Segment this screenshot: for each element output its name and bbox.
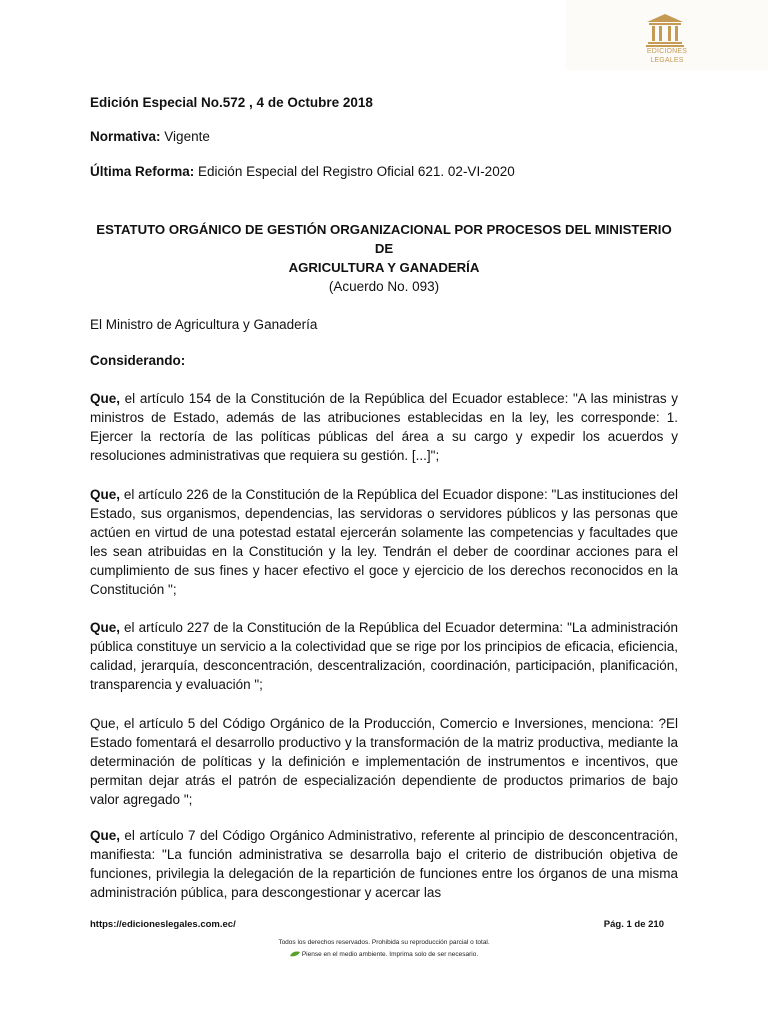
- reforma-label: Última Reforma:: [90, 164, 195, 179]
- minister-line: El Ministro de Agricultura y Ganadería: [90, 317, 318, 332]
- paragraph: [90, 826, 678, 902]
- edition-line: [90, 94, 373, 112]
- paragraph-text: el artículo 154 de la Constitución de la República del Ecuador establece: "A las ministras y ministros de Estado, además de las atribuciones establecidas en la ley, les corresponde: 1. Ejercer la rectoría de las políticas públicas del área a su cargo y expedir los acuerdos y resoluciones administrativas que requiera su gestión. [...]";: [90, 391, 678, 463]
- paragraph: [90, 618, 678, 694]
- edition-text: Edición Especial No.572 , 4 de Octubre 2018: [90, 95, 373, 110]
- paragraph-lead: Que,: [90, 487, 121, 502]
- paragraph: [90, 389, 678, 465]
- document-title: [90, 220, 678, 296]
- temple-icon: [644, 12, 686, 48]
- paragraph-lead: Que,: [90, 620, 121, 635]
- paragraph-text: el artículo 226 de la Constitución de la República del Ecuador dispone: "Las instituciones del Estado, sus organismos, dependencias, las servidoras o servidores públicos y las personas que actúen en virtud de una potestad estatal ejercerán solamente las competencias y facultades que les sean atribuidas en la Constitución y la ley. Tendrán el deber de coordinar acciones para el cumplimiento de sus fines y hacer efectivo el goce y ejercicio de los derechos reconocidos en la Constitución ";: [90, 487, 678, 597]
- normativa-value: Vigente: [164, 129, 210, 144]
- title-line-2: AGRICULTURA Y GANADERÍA: [288, 260, 480, 275]
- logo-text-line1: EDICIONES: [646, 48, 688, 55]
- normativa-label: Normativa:: [90, 129, 161, 144]
- paragraph-lead: Que,: [90, 828, 121, 843]
- paragraph: [90, 485, 678, 599]
- reforma-line: [90, 163, 515, 181]
- title-subtitle: (Acuerdo No. 093): [328, 279, 440, 294]
- environment-text: Piense en el medio ambiente. Imprima solo de ser necesario.: [301, 951, 479, 958]
- publisher-logo: [566, 0, 768, 70]
- title-line-1: ESTATUTO ORGÁNICO DE GESTIÓN ORGANIZACIONAL POR PROCESOS DEL MINISTERIO DE: [96, 222, 672, 256]
- considerando-heading: Considerando:: [90, 353, 186, 368]
- paragraph-text: el artículo 227 de la Constitución de la República del Ecuador determina: "La administración pública constituye un servicio a la colectividad que se rige por los principios de eficacia, eficiencia, calidad, jerarquía, desconcentración, descentralización, coordinación, participación, planificación, transparencia y evaluación ";: [90, 620, 678, 692]
- logo-text-line2: LEGALES: [650, 57, 684, 64]
- page-number: Pág. 1 de 210: [603, 919, 664, 930]
- paragraph-lead: Que,: [90, 391, 121, 406]
- reforma-value: Edición Especial del Registro Oficial 621. 02-VI-2020: [198, 164, 515, 179]
- footer-url-link[interactable]: https://edicioneslegales.com.ec/: [90, 919, 236, 930]
- paragraph: [90, 714, 678, 809]
- environment-notice: [0, 951, 768, 958]
- rights-notice: Todos los derechos reservados. Prohibida su reproducción parcial o total.: [278, 939, 490, 946]
- paragraph-text: Que, el artículo 5 del Código Orgánico de la Producción, Comercio e Inversiones, menciona: ?El Estado fomentará el desarrollo productivo y la transformación de la matriz productiva, mediante la determinación de políticas y la definición e implementación de instrumentos e incentivos, que permitan dejar atrás el patrón de especialización dependiente de productos primarios de bajo valor agregado ";: [90, 716, 678, 807]
- leaf-icon: [290, 951, 300, 957]
- normativa-line: [90, 128, 210, 146]
- paragraph-text: el artículo 7 del Código Orgánico Administrativo, referente al principio de desconcentración, manifiesta: "La función administrativa se desarrolla bajo el criterio de distribución objetiva de funciones, privilegia la delegación de la repartición de funciones entre los órganos de una misma administración pública, para descongestionar y acercar las: [90, 828, 678, 900]
